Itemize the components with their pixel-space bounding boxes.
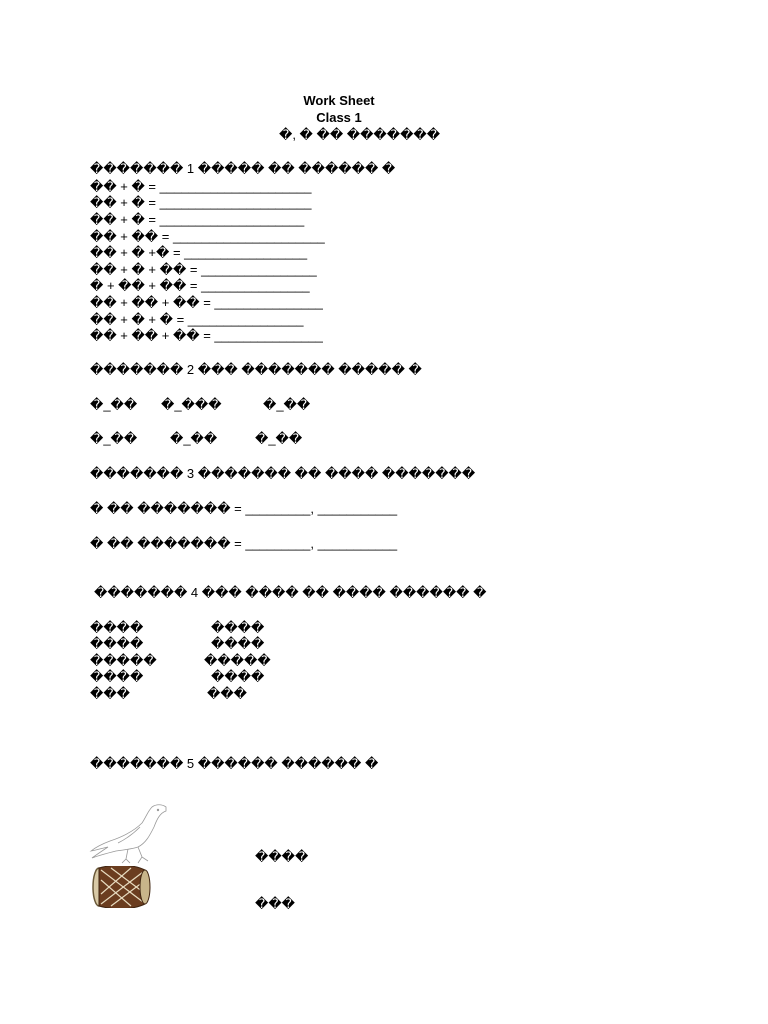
q4-right-word: ���� (211, 669, 265, 684)
q4-right-word: ��� (207, 686, 247, 701)
q5-word-dholak: ��� (255, 896, 295, 911)
q4-right-word: ���� (211, 636, 265, 651)
q4-left-word: ����� (90, 653, 157, 668)
q4-left-word: ��� (90, 686, 130, 701)
q3-heading: ������� 3 ������� �� ���� ������� (90, 466, 476, 481)
q1-heading: ������� 1 ����� �� ������ � (90, 161, 396, 176)
class-label: Class 1 (316, 110, 362, 125)
q1-item: � + �� + �� = _______________ (90, 278, 310, 293)
q2-blank-word: �_�� (90, 397, 138, 412)
q1-item: �� + � = _____________________ (90, 195, 312, 210)
q1-item: �� + � = ____________________ (90, 212, 305, 227)
q3-item: � �� ������� = _________, ___________ (90, 501, 398, 516)
q1-item: �� + � + � = ________________ (90, 312, 304, 327)
q1-item: �� + �� + �� = _______________ (90, 328, 323, 343)
crow-image (88, 803, 168, 865)
q2-blank-word: �_��� (161, 397, 222, 412)
q2-blank-word: �_�� (263, 397, 311, 412)
dholak-image (91, 866, 153, 908)
q1-item: �� + �� = _____________________ (90, 229, 325, 244)
q4-left-word: ���� (90, 636, 144, 651)
q2-heading: ������� 2 ��� ������� ����� � (90, 362, 422, 377)
q5-heading: ������� 5 ������ ������ � (90, 756, 379, 771)
q4-heading: ������� 4 ��� ���� �� ���� ������ � (94, 585, 487, 600)
q2-blank-word: �_�� (90, 431, 138, 446)
q1-item: �� + �� + �� = _______________ (90, 295, 323, 310)
q4-right-word: ����� (204, 653, 271, 668)
q1-item: �� + � +� = _________________ (90, 245, 308, 260)
worksheet-subtitle: �, � �� ������� (279, 127, 441, 142)
q2-blank-word: �_�� (255, 431, 303, 446)
q4-right-word: ���� (211, 620, 265, 635)
q2-blank-word: �_�� (170, 431, 218, 446)
q5-word-crow: ���� (255, 849, 309, 864)
q1-item: �� + � + �� = ________________ (90, 262, 317, 277)
q4-left-word: ���� (90, 620, 144, 635)
worksheet-title: Work Sheet (303, 93, 375, 108)
q1-item: �� + � = _____________________ (90, 179, 312, 194)
q3-item: � �� ������� = _________, ___________ (90, 536, 398, 551)
q4-left-word: ���� (90, 669, 144, 684)
